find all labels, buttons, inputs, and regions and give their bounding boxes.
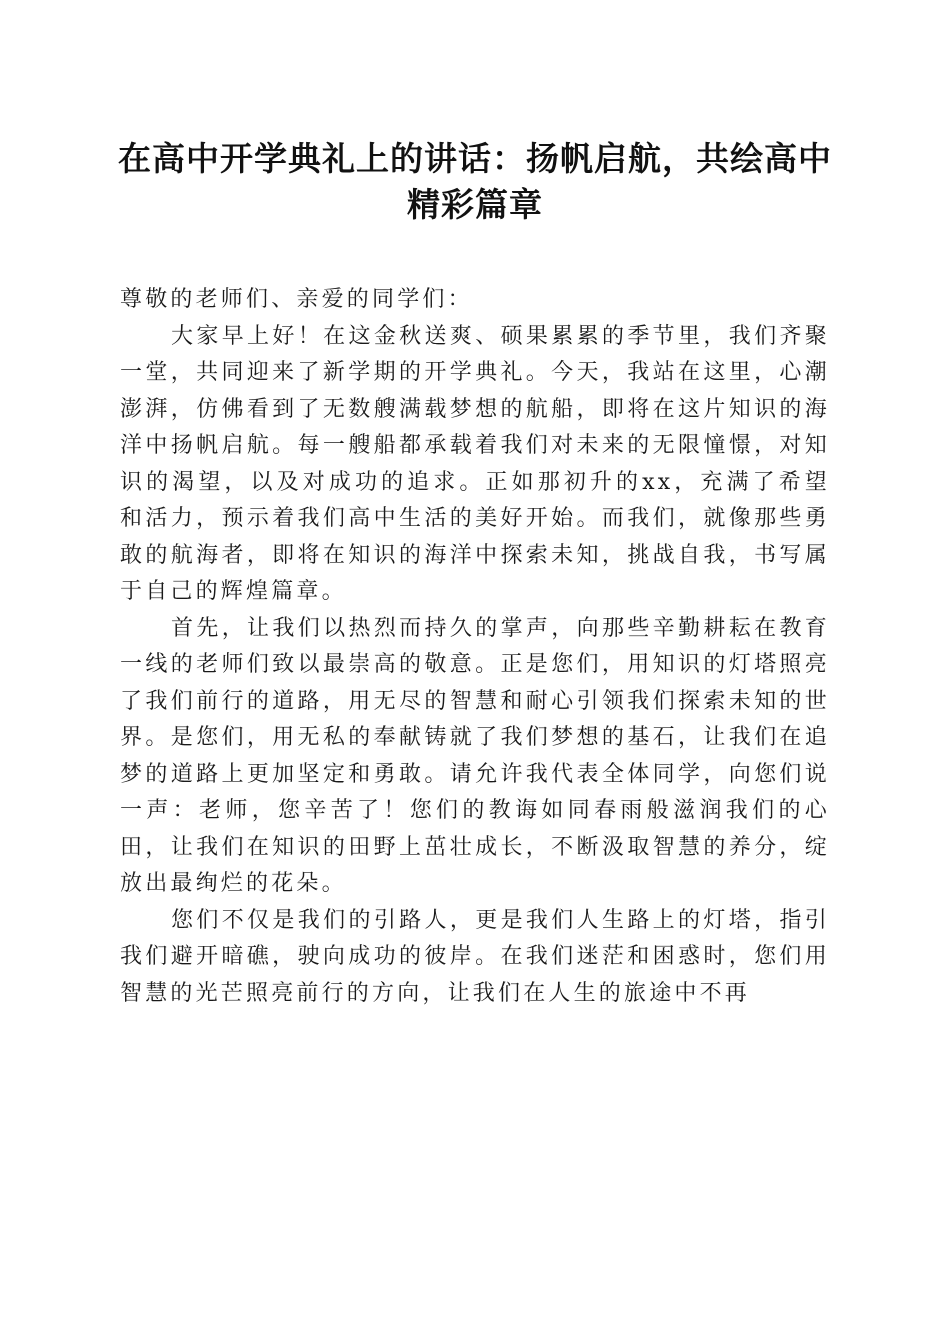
document-title: 在高中开学典礼上的讲话：扬帆启航，共绘高中精彩篇章 — [118, 139, 832, 224]
paragraph-3: 您们不仅是我们的引路人，更是我们人生路上的灯塔，指引我们避开暗礁，驶向成功的彼岸。在我们迷茫和困惑时，您们用智慧的光芒照亮前行的方向，让我们在人生的旅途中不再 — [120, 907, 830, 1006]
paragraph-2: 首先，让我们以热烈而持久的掌声，向那些辛勤耕耘在教育一线的老师们致以最崇高的敬意。正是您们，用知识的灯塔照亮了我们前行的道路，用无尽的智慧和耐心引领我们探索未知的世界。是您们，用无私的奉献铸就了我们梦想的基石，让我们在追梦的道路上更加坚定和勇敢。请允许我代表全体同学，向您们说一声：老师，您辛苦了！您们的教诲如同春雨般滋润我们的心田，让我们在知识的田野上茁壮成长，不断汲取智慧的养分，绽放出最绚烂的花朵。 — [120, 615, 830, 896]
paragraph-1: 大家早上好！在这金秋送爽、硕果累累的季节里，我们齐聚一堂，共同迎来了新学期的开学典礼。今天，我站在这里，心潮澎湃，仿佛看到了无数艘满载梦想的航船，即将在这片知识的海洋中扬帆启航。每一艘船都承载着我们对未来的无限憧憬，对知识的渴望，以及对成功的追求。正如那初升的xx，充满了希望和活力，预示着我们高中生活的美好开始。而我们，就像那些勇敢的航海者，即将在知识的海洋中探索未知，挑战自我，书写属于自己的辉煌篇章。 — [120, 323, 830, 604]
document-body — [120, 282, 830, 1012]
salutation: 尊敬的老师们、亲爱的同学们： — [120, 287, 473, 312]
